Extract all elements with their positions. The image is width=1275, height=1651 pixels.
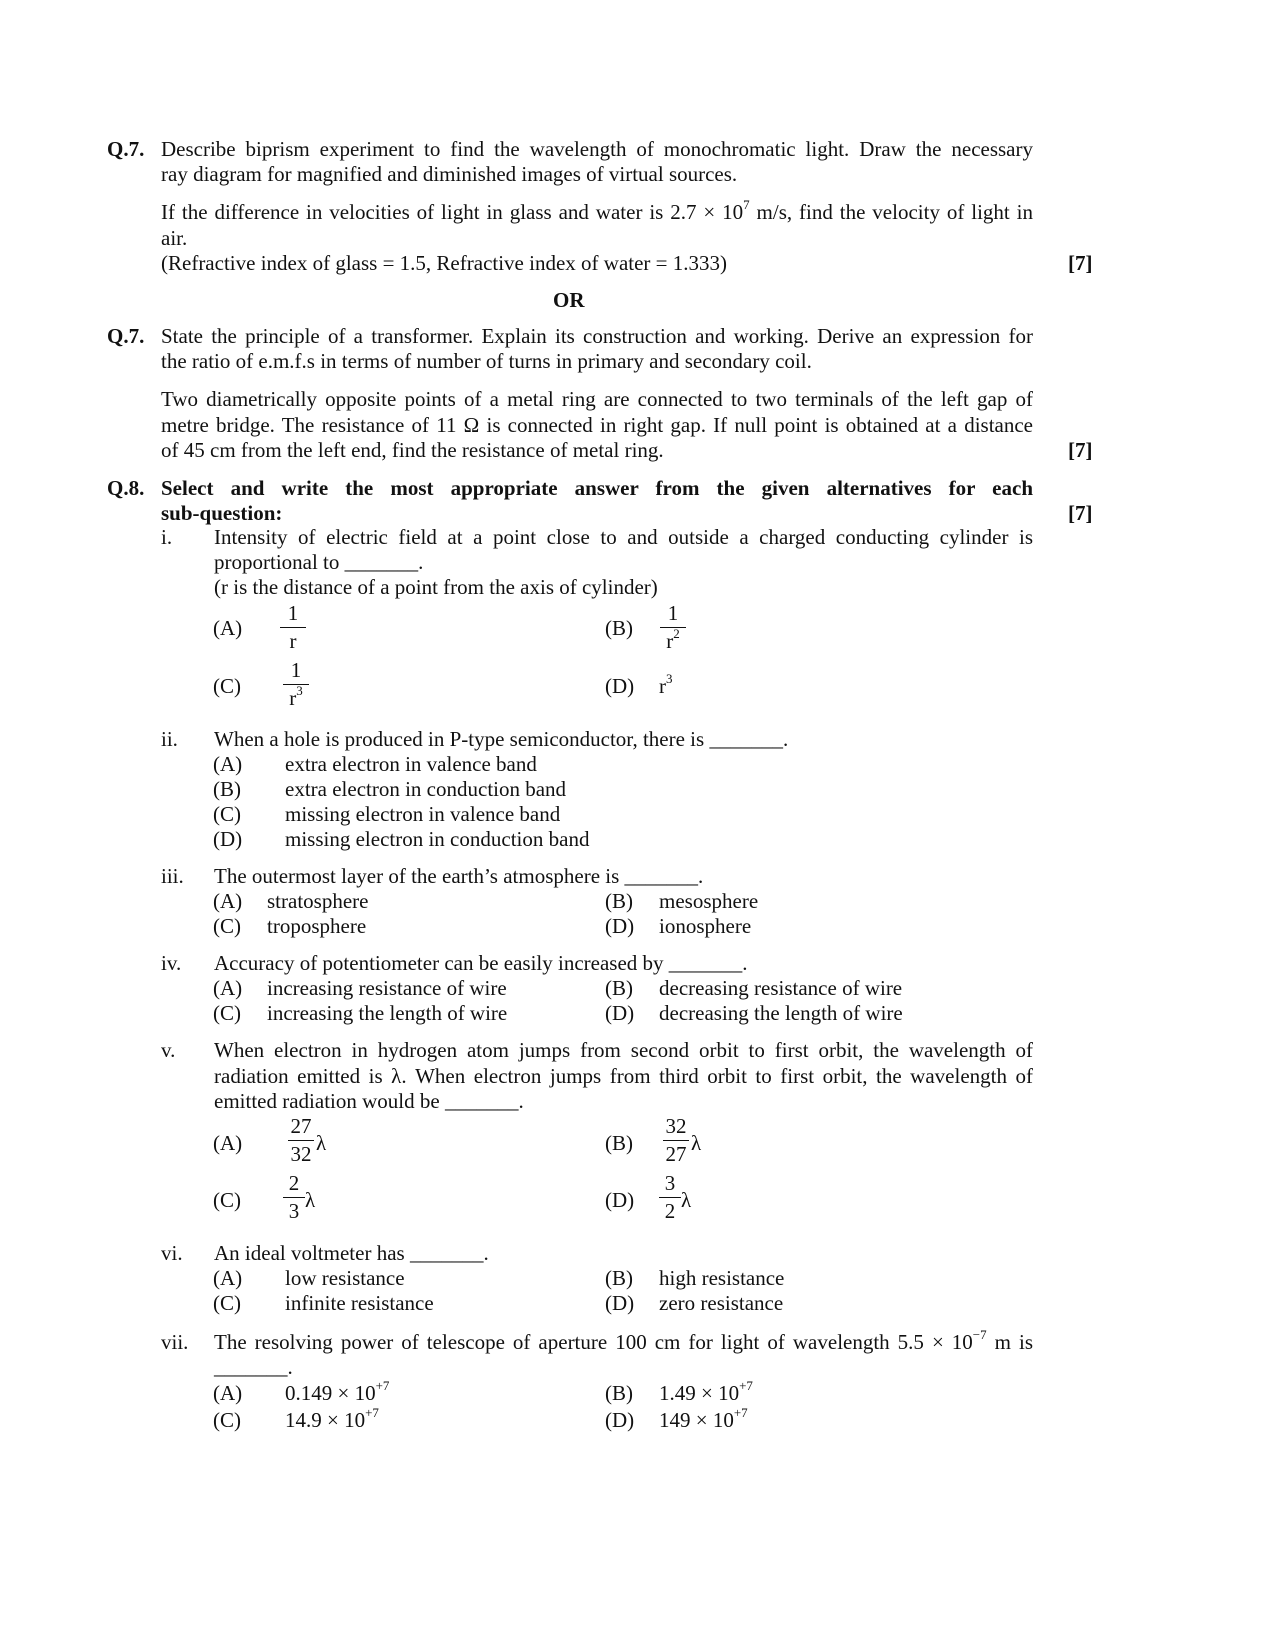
sub-v-a-den: 32 [290, 1142, 312, 1166]
sub-iv-opt-d-label: (D) [605, 1001, 635, 1025]
sub-vii-stem-a: The resolving power of telescope of aperture 100 cm for light of wavelength 5.5 × 10 [214, 1330, 973, 1354]
sub-ii-opt-d-text: missing electron in conduction band [285, 827, 590, 851]
sub-ii-stem: When a hole is produced in P-type semiconductor, there is _______. [214, 727, 789, 751]
sub-vii-b-base: 1.49 × 10 [659, 1381, 740, 1405]
sub-i-opt-d-value [659, 673, 673, 699]
sub-i-c-sup: 3 [296, 683, 303, 698]
sub-vii-d-base: 149 × 10 [659, 1408, 734, 1432]
sub-i-b-num: 1 [667, 601, 679, 625]
sub-vi-opt-b-text: high resistance [659, 1266, 785, 1290]
sub-v-opt-b-fraction [659, 1114, 693, 1165]
sub-vi-opt-d-label: (D) [605, 1291, 635, 1315]
sub-iii-opt-c-label: (C) [213, 914, 241, 938]
sub-vi-number: vi. [161, 1241, 183, 1265]
sub-v-a-lambda: λ [316, 1131, 327, 1155]
sub-iii-opt-b-label: (B) [605, 889, 633, 913]
sub-i-line1: Intensity of electric field at a point close to and outside a charged conducting cylinder is [214, 525, 1033, 549]
sub-i-line3: (r is the distance of a point from the axis of cylinder) [214, 575, 658, 599]
sub-vi-opt-c-text: infinite resistance [285, 1291, 434, 1315]
sub-v-d-num: 3 [664, 1171, 676, 1195]
q7a-line5: (Refractive index of glass = 1.5, Refractive index of water = 1.333) [161, 251, 727, 275]
sub-v-line1: When electron in hydrogen atom jumps from second orbit to first orbit, the wavelength of [214, 1038, 1033, 1062]
sub-vi-opt-b-label: (B) [605, 1266, 633, 1290]
sub-v-c-den: 3 [288, 1199, 300, 1223]
sub-iv-opt-c-label: (C) [213, 1001, 241, 1025]
sub-vii-stem [214, 1329, 1033, 1355]
sub-vi-opt-c-label: (C) [213, 1291, 241, 1315]
sub-vii-stem-b: m is [986, 1330, 1033, 1354]
sub-i-opt-b-fraction [656, 601, 690, 652]
q7a-line4: air. [161, 226, 188, 250]
q7b-line2: the ratio of e.m.f.s in terms of number of turns in primary and secondary coil. [161, 349, 812, 373]
sub-vii-line2: _______. [214, 1355, 293, 1379]
sub-i-b-den-wrap [656, 626, 690, 653]
sub-iv-opt-b-label: (B) [605, 976, 633, 1000]
sub-i-d-sup: 3 [666, 671, 673, 686]
fraction-bar [280, 627, 306, 628]
sub-i-c-den-wrap [279, 683, 313, 710]
sub-v-b-num: 32 [665, 1114, 687, 1138]
sub-ii-number: ii. [161, 727, 178, 751]
q7a-number: Q.7. [107, 137, 145, 161]
sub-i-b-den: r [666, 629, 674, 653]
q7a-line3-sup: 7 [743, 197, 750, 212]
sub-i-opt-a-label: (A) [213, 616, 243, 640]
sub-vii-c-sup: +7 [365, 1405, 379, 1420]
sub-vii-opt-c-label: (C) [213, 1408, 241, 1432]
q8-line1: Select and write the most appropriate answer from the given alternatives for each [161, 476, 1033, 500]
sub-iii-opt-d-label: (D) [605, 914, 635, 938]
sub-ii-opt-b-text: extra electron in conduction band [285, 777, 567, 801]
sub-iv-number: iv. [161, 951, 182, 975]
sub-iv-opt-a-label: (A) [213, 976, 243, 1000]
fraction-bar [659, 1197, 681, 1198]
sub-i-opt-a-fraction [276, 601, 310, 652]
sub-vi-opt-d-text: zero resistance [659, 1291, 784, 1315]
sub-i-a-den: r [289, 629, 297, 653]
fraction-bar [288, 1140, 314, 1141]
sub-vii-c-base: 14.9 × 10 [285, 1408, 366, 1432]
sub-vii-opt-d-label: (D) [605, 1408, 635, 1432]
sub-v-d-den: 2 [664, 1199, 676, 1223]
q7b-number: Q.7. [107, 324, 145, 348]
sub-iii-number: iii. [161, 864, 184, 888]
sub-vii-a-sup: +7 [375, 1378, 390, 1393]
sub-iii-opt-c-text: troposphere [267, 914, 367, 938]
sub-v-c-lambda: λ [305, 1188, 316, 1212]
sub-iii-opt-a-label: (A) [213, 889, 243, 913]
sub-iii-opt-b-text: mesosphere [659, 889, 759, 913]
sub-i-line2: proportional to _______. [214, 550, 424, 574]
sub-v-number: v. [161, 1038, 176, 1062]
sub-iii-stem: The outermost layer of the earth’s atmosphere is _______. [214, 864, 704, 888]
sub-vii-stem-sup: −7 [972, 1327, 987, 1342]
sub-vii-number: vii. [161, 1330, 189, 1354]
q7b-line5: of 45 cm from the left end, find the resistance of metal ring. [161, 438, 664, 462]
sub-vi-opt-a-label: (A) [213, 1266, 243, 1290]
q8-number: Q.8. [107, 476, 145, 500]
sub-i-d-base: r [659, 674, 666, 698]
sub-v-a-num: 27 [290, 1114, 312, 1138]
or-label: OR [553, 288, 585, 312]
q7a-line3b: m/s, find the velocity of light in [749, 200, 1033, 224]
sub-ii-opt-c-text: missing electron in valence band [285, 802, 561, 826]
q7a-line3 [161, 199, 1033, 225]
sub-vii-b-sup: +7 [739, 1378, 753, 1393]
q7b-line4: metre bridge. The resistance of 11 Ω is connected in right gap. If null point is obtained at a distance [161, 413, 1033, 437]
sub-v-opt-a-label: (A) [213, 1131, 243, 1155]
sub-ii-opt-c-label: (C) [213, 802, 241, 826]
sub-vii-d-sup: +7 [733, 1405, 748, 1420]
sub-i-opt-c-fraction [279, 658, 313, 709]
sub-vii-opt-b-value [659, 1380, 753, 1406]
sub-vii-opt-a-value [285, 1380, 389, 1406]
sub-i-opt-b-label: (B) [605, 616, 633, 640]
q8-line2: sub-question: [161, 501, 283, 525]
sub-ii-opt-a-label: (A) [213, 752, 243, 776]
sub-v-opt-c-label: (C) [213, 1188, 241, 1212]
sub-iv-opt-b-text: decreasing resistance of wire [659, 976, 903, 1000]
q7b-line3: Two diametrically opposite points of a metal ring are connected to two terminals of the left gap of [161, 387, 1033, 411]
sub-v-d-lambda: λ [681, 1188, 692, 1212]
q8-marks: [7] [1068, 501, 1093, 525]
q7a-line1: Describe biprism experiment to find the wavelength of monochromatic light. Draw the necessary [161, 137, 1033, 161]
sub-vi-opt-a-text: low resistance [285, 1266, 405, 1290]
sub-i-c-den: r [289, 686, 297, 710]
sub-iii-opt-a-text: stratosphere [267, 889, 369, 913]
sub-i-b-sup: 2 [673, 626, 680, 641]
sub-vii-opt-c-value [285, 1407, 379, 1433]
sub-vii-opt-a-label: (A) [213, 1381, 243, 1405]
sub-vii-opt-d-value [659, 1407, 748, 1433]
sub-v-opt-b-label: (B) [605, 1131, 633, 1155]
sub-i-opt-c-label: (C) [213, 674, 241, 698]
sub-ii-opt-b-label: (B) [213, 777, 241, 801]
sub-vii-a-base: 0.149 × 10 [285, 1381, 376, 1405]
sub-i-opt-d-label: (D) [605, 674, 635, 698]
q7a-line3a: If the difference in velocities of light in glass and water is 2.7 × 10 [161, 200, 744, 224]
sub-iv-opt-a-text: increasing resistance of wire [267, 976, 507, 1000]
q7a-line2: ray diagram for magnified and diminished images of virtual sources. [161, 162, 738, 186]
sub-v-b-lambda: λ [691, 1131, 702, 1155]
sub-ii-opt-d-label: (D) [213, 827, 243, 851]
sub-vi-stem: An ideal voltmeter has _______. [214, 1241, 489, 1265]
sub-v-b-den: 27 [665, 1142, 687, 1166]
fraction-bar [663, 1140, 689, 1141]
q7b-line1: State the principle of a transformer. Explain its construction and working. Derive an expression for [161, 324, 1033, 348]
sub-iv-opt-d-text: decreasing the length of wire [659, 1001, 903, 1025]
q7a-marks: [7] [1068, 251, 1093, 275]
sub-i-c-num: 1 [290, 658, 302, 682]
fraction-bar [283, 1197, 305, 1198]
sub-v-opt-a-fraction [284, 1114, 318, 1165]
sub-v-opt-d-label: (D) [605, 1188, 635, 1212]
sub-v-line2: radiation emitted is λ. When electron jumps from third orbit to first orbit, the wavelength of [214, 1064, 1033, 1088]
sub-iv-stem: Accuracy of potentiometer can be easily increased by _______. [214, 951, 748, 975]
sub-v-line3: emitted radiation would be _______. [214, 1089, 524, 1113]
sub-i-a-num: 1 [287, 601, 299, 625]
sub-i-number: i. [161, 525, 173, 549]
sub-iv-opt-c-text: increasing the length of wire [267, 1001, 508, 1025]
q7b-marks: [7] [1068, 438, 1093, 462]
sub-vii-opt-b-label: (B) [605, 1381, 633, 1405]
sub-ii-opt-a-text: extra electron in valence band [285, 752, 537, 776]
sub-iii-opt-d-text: ionosphere [659, 914, 752, 938]
sub-v-c-num: 2 [288, 1171, 300, 1195]
